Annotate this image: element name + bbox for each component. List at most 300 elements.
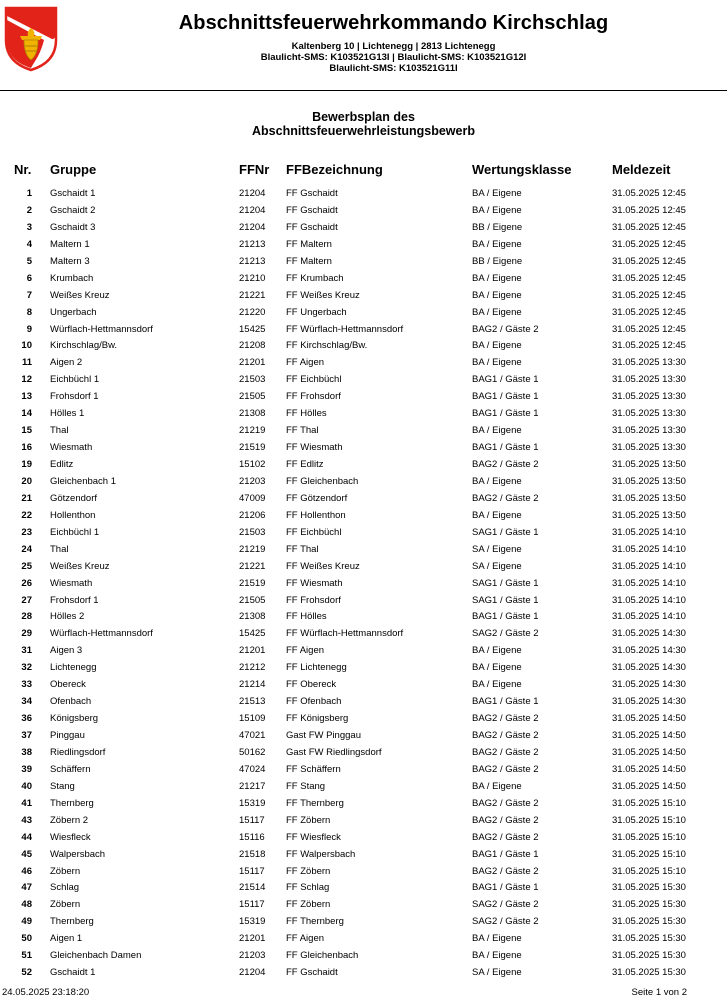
cell-ffnr: 21204 [239,188,266,199]
cell-wertungsklasse: BAG1 / Gäste 1 [472,611,539,623]
cell-nr: 15 [21,425,32,437]
cell-meldezeit: 31.05.2025 13:50 [612,509,686,521]
cell-meldezeit: 31.05.2025 14:10 [612,560,686,572]
cell-meldezeit: 31.05.2025 14:30 [612,679,686,691]
cell-nr: 25 [21,560,32,572]
cell-meldezeit: 31.05.2025 15:30 [612,950,686,962]
cell-nr: 24 [21,543,32,555]
cell-nr: 34 [21,696,32,708]
cell-nr: 44 [21,831,32,843]
cell-nr: 32 [21,662,32,674]
cell-wertungsklasse: BAG1 / Gäste 1 [472,391,539,403]
cell-wertungsklasse: BAG1 / Gäste 1 [472,442,539,454]
cell-ffbezeichnung: FF Zöbern [286,865,331,877]
cell-nr: 48 [21,899,32,911]
cell-wertungsklasse: BAG2 / Gäste 2 [472,814,539,826]
cell-ffnr: 21201 [239,645,266,657]
table-row [0,762,727,779]
table-row [0,491,727,508]
cell-nr: 27 [21,594,32,606]
table-row [0,626,727,643]
cell-ffbezeichnung: FF Gleichenbach [286,950,359,962]
table-row [0,796,727,813]
table-row [0,288,727,305]
cell-gruppe: Stang [50,780,75,792]
cell-meldezeit: 31.05.2025 12:45 [612,340,686,352]
cell-meldezeit: 31.05.2025 13:30 [612,391,686,403]
cell-wertungsklasse: BA / Eigene [472,306,522,318]
cell-wertungsklasse: BA / Eigene [472,204,522,216]
column-header-ffbezeichnung: FFBezeichnung [286,162,383,177]
cell-ffnr: 21206 [239,509,266,521]
cell-wertungsklasse: BA / Eigene [472,509,522,521]
cell-ffnr: 15425 [239,323,266,335]
cell-ffbezeichnung: FF Schlag [286,882,330,894]
column-header-meldezeit: Meldezeit [612,162,671,177]
cell-ffbezeichnung: FF Hölles [286,611,327,623]
table-row [0,237,727,254]
cell-ffnr: 15116 [239,831,265,843]
cell-gruppe: Würflach-Hettmannsdorf [50,628,153,640]
cell-ffnr: 21201 [239,357,266,369]
cell-ffnr: 21221 [239,289,266,301]
cell-meldezeit: 31.05.2025 14:30 [612,696,686,708]
organization-title: Abschnittsfeuerwehrkommando Kirchschlag [178,12,609,34]
table-row [0,864,727,881]
cell-gruppe: Wiesmath [50,577,93,589]
cell-wertungsklasse: BAG2 / Gäste 2 [472,713,539,725]
cell-nr: 2 [26,204,32,216]
organization-sms-line-2: Blaulicht-SMS: K103521G11I [329,63,458,74]
cell-nr: 31 [21,645,32,657]
cell-ffnr: 21213 [239,255,266,267]
document-title-line-2: Abschnittsfeuerwehrleistungsbewerb [252,124,475,138]
cell-nr: 4 [26,238,32,250]
schedule-table [0,186,727,982]
table-row [0,593,727,610]
cell-wertungsklasse: SAG2 / Gäste 2 [472,628,539,640]
cell-ffbezeichnung: FF Ofenbach [286,696,342,708]
column-header-wertungsklasse: Wertungsklasse [472,162,572,177]
cell-gruppe: Pinggau [50,730,85,741]
cell-nr: 39 [21,763,32,775]
cell-wertungsklasse: BB / Eigene [472,221,523,233]
table-row [0,186,727,203]
cell-ffnr: 21518 [239,848,266,860]
cell-gruppe: Gschaidt 3 [50,221,96,233]
cell-nr: 10 [21,340,32,352]
table-row [0,897,727,914]
cell-ffbezeichnung: FF Wiesmath [286,442,343,454]
cell-wertungsklasse: BA / Eigene [472,340,522,352]
cell-ffbezeichnung: FF Frohsdorf [286,594,341,606]
cell-gruppe: Thal [50,425,69,437]
cell-wertungsklasse: SAG1 / Gäste 1 [472,526,539,538]
cell-ffnr: 15319 [239,797,266,809]
cell-gruppe: Weißes Kreuz [50,289,110,301]
table-row [0,305,727,322]
cell-gruppe: Eichbüchl 1 [50,526,100,538]
cell-wertungsklasse: BA / Eigene [472,662,522,674]
cell-gruppe: Weißes Kreuz [50,560,110,572]
cell-ffbezeichnung: FF Zöbern [286,814,331,826]
cell-gruppe: Götzendorf [50,492,97,504]
cell-meldezeit: 31.05.2025 13:30 [612,374,686,386]
cell-ffbezeichnung: FF Krumbach [286,272,344,284]
cell-wertungsklasse: BAG2 / Gäste 2 [472,865,539,877]
footer-page-number: Seite 1 von 2 [631,987,687,998]
cell-meldezeit: 31.05.2025 13:50 [612,459,686,470]
cell-nr: 6 [26,272,32,284]
cell-ffnr: 15117 [239,899,265,911]
cell-nr: 22 [21,509,32,521]
cell-wertungsklasse: SAG1 / Gäste 1 [472,577,539,589]
table-row [0,728,727,745]
cell-ffnr: 21505 [239,391,266,403]
cell-ffnr: 21212 [239,662,266,674]
cell-ffbezeichnung: FF Gschaidt [286,188,338,199]
cell-ffnr: 15102 [239,459,266,470]
cell-meldezeit: 31.05.2025 14:50 [612,780,686,792]
cell-gruppe: Aigen 3 [50,645,83,657]
cell-wertungsklasse: BAG1 / Gäste 1 [472,408,539,420]
cell-nr: 50 [21,933,32,945]
cell-ffbezeichnung: FF Weißes Kreuz [286,289,360,301]
cell-gruppe: Thal [50,543,69,555]
cell-ffnr: 21203 [239,950,266,962]
cell-wertungsklasse: BA / Eigene [472,238,522,250]
cell-meldezeit: 31.05.2025 12:45 [612,255,686,267]
cell-ffnr: 47021 [239,730,266,741]
cell-meldezeit: 31.05.2025 12:45 [612,188,686,199]
cell-meldezeit: 31.05.2025 12:45 [612,306,686,318]
cell-gruppe: Lichtenegg [50,662,97,674]
cell-ffnr: 21503 [239,374,266,386]
cell-ffbezeichnung: FF Königsberg [286,713,349,725]
cell-nr: 28 [21,611,32,623]
table-row [0,355,727,372]
cell-wertungsklasse: BA / Eigene [472,188,522,199]
cell-ffbezeichnung: FF Hölles [286,408,327,420]
cell-nr: 5 [26,255,32,267]
table-row [0,779,727,796]
cell-wertungsklasse: BAG1 / Gäste 1 [472,848,539,860]
cell-gruppe: Gschaidt 2 [50,204,96,216]
cell-ffbezeichnung: FF Obereck [286,679,337,691]
cell-gruppe: Maltern 1 [50,238,90,250]
cell-nr: 45 [21,848,32,860]
cell-nr: 52 [21,967,32,979]
cell-nr: 20 [21,475,32,487]
table-row [0,508,727,525]
cell-gruppe: Zöbern [50,865,81,877]
cell-nr: 14 [21,408,32,420]
cell-wertungsklasse: SAG2 / Gäste 2 [472,916,539,928]
cell-meldezeit: 31.05.2025 14:30 [612,628,686,640]
table-row [0,643,727,660]
cell-gruppe: Riedlingsdorf [50,746,106,758]
cell-nr: 47 [21,882,32,894]
cell-nr: 16 [21,442,32,454]
cell-ffbezeichnung: FF Wiesmath [286,577,343,589]
table-row [0,559,727,576]
table-row [0,322,727,339]
table-row [0,576,727,593]
table-row [0,694,727,711]
cell-ffnr: 21219 [239,543,266,555]
table-row [0,609,727,626]
cell-wertungsklasse: SA / Eigene [472,560,522,572]
cell-nr: 11 [21,357,32,369]
cell-ffbezeichnung: FF Thal [286,425,319,437]
cell-gruppe: Maltern 3 [50,255,90,267]
cell-ffbezeichnung: FF Thernberg [286,916,344,928]
table-row [0,220,727,237]
table-row [0,880,727,897]
cell-wertungsklasse: BAG1 / Gäste 1 [472,374,539,386]
cell-gruppe: Hölles 2 [50,611,85,623]
cell-meldezeit: 31.05.2025 14:50 [612,746,686,758]
cell-ffnr: 15109 [239,713,266,725]
cell-wertungsklasse: BAG1 / Gäste 1 [472,882,539,894]
cell-nr: 33 [21,679,32,691]
cell-meldezeit: 31.05.2025 14:50 [612,713,686,725]
cell-gruppe: Gschaidt 1 [50,188,96,199]
cell-nr: 9 [26,323,32,335]
cell-gruppe: Schäffern [50,763,91,775]
cell-meldezeit: 31.05.2025 13:30 [612,408,686,420]
organization-address: Kaltenberg 10 | Lichtenegg | 2813 Lichtenegg [291,41,496,52]
cell-wertungsklasse: BA / Eigene [472,950,522,962]
cell-gruppe: Schlag [50,882,80,894]
cell-ffbezeichnung: FF Schäffern [286,763,341,775]
cell-gruppe: Thernberg [50,797,94,809]
cell-meldezeit: 31.05.2025 15:30 [612,933,686,945]
cell-ffnr: 47009 [239,492,266,504]
cell-gruppe: Gleichenbach 1 [50,475,117,487]
cell-meldezeit: 31.05.2025 14:10 [612,543,686,555]
cell-ffbezeichnung: FF Edlitz [286,459,324,470]
cell-gruppe: Würflach-Hettmannsdorf [50,323,153,335]
cell-ffbezeichnung: FF Stang [286,780,326,792]
cell-ffnr: 21204 [239,204,266,216]
table-row [0,457,727,474]
cell-gruppe: Eichbüchl 1 [50,374,100,386]
table-row [0,660,727,677]
cell-ffbezeichnung: Gast FW Pinggau [286,730,361,741]
cell-ffbezeichnung: FF Kirchschlag/Bw. [286,340,368,352]
table-row [0,406,727,423]
footer-timestamp: 24.05.2025 23:18:20 [2,987,90,998]
table-row [0,847,727,864]
cell-ffbezeichnung: FF Frohsdorf [286,391,341,403]
table-row [0,525,727,542]
cell-wertungsklasse: BA / Eigene [472,289,522,301]
cell-gruppe: Frohsdorf 1 [50,594,99,606]
cell-ffnr: 21513 [239,696,266,708]
cell-meldezeit: 31.05.2025 13:30 [612,425,686,437]
cell-wertungsklasse: BAG1 / Gäste 1 [472,696,539,708]
cell-gruppe: Krumbach [50,272,94,284]
table-row [0,813,727,830]
cell-meldezeit: 31.05.2025 12:45 [612,323,686,335]
cell-ffnr: 21519 [239,577,266,589]
cell-ffnr: 21201 [239,933,266,945]
cell-nr: 23 [21,526,32,538]
cell-ffnr: 21221 [239,560,266,572]
cell-nr: 37 [21,730,32,741]
cell-ffbezeichnung: FF Thernberg [286,797,344,809]
cell-wertungsklasse: BAG2 / Gäste 2 [472,763,539,775]
cell-wertungsklasse: BAG2 / Gäste 2 [472,730,539,741]
cell-ffbezeichnung: FF Götzendorf [286,492,348,504]
cell-ffnr: 47024 [239,763,266,775]
table-row [0,745,727,762]
cell-wertungsklasse: BA / Eigene [472,475,522,487]
table-row [0,372,727,389]
cell-ffnr: 15117 [239,814,265,826]
cell-gruppe: Aigen 1 [50,933,83,945]
table-row [0,474,727,491]
cell-nr: 3 [26,221,32,233]
cell-meldezeit: 31.05.2025 14:50 [612,730,686,741]
cell-nr: 13 [21,391,32,403]
table-row [0,338,727,355]
table-row [0,931,727,948]
cell-meldezeit: 31.05.2025 14:10 [612,594,686,606]
document-title [0,110,727,138]
cell-ffbezeichnung: FF Gschaidt [286,204,338,216]
cell-ffbezeichnung: FF Maltern [286,255,332,267]
table-row [0,711,727,728]
cell-nr: 40 [21,780,32,792]
cell-wertungsklasse: BAG2 / Gäste 2 [472,797,539,809]
cell-gruppe: Königsberg [50,713,99,725]
cell-ffbezeichnung: FF Aigen [286,357,325,369]
table-row [0,965,727,982]
cell-nr: 29 [21,628,32,640]
cell-meldezeit: 31.05.2025 15:10 [612,848,686,860]
cell-wertungsklasse: BA / Eigene [472,645,522,657]
cell-meldezeit: 31.05.2025 15:30 [612,882,686,894]
cell-nr: 43 [21,814,32,826]
column-header-gruppe: Gruppe [50,162,97,177]
cell-ffbezeichnung: FF Walpersbach [286,848,356,860]
cell-ffnr: 21217 [239,780,266,792]
cell-ffnr: 21519 [239,442,266,454]
cell-meldezeit: 31.05.2025 12:45 [612,221,686,233]
cell-ffbezeichnung: Gast FW Riedlingsdorf [286,746,382,758]
cell-meldezeit: 31.05.2025 15:30 [612,967,686,979]
cell-gruppe: Hollenthon [50,509,96,521]
cell-ffbezeichnung: FF Hollenthon [286,509,346,521]
cell-ffbezeichnung: FF Eichbüchl [286,374,342,386]
cell-wertungsklasse: BB / Eigene [472,255,523,267]
cell-wertungsklasse: BAG2 / Gäste 2 [472,459,539,470]
cell-ffnr: 21505 [239,594,266,606]
cell-ffbezeichnung: FF Würflach-Hettmannsdorf [286,323,404,335]
cell-ffnr: 50162 [239,746,266,758]
table-row [0,914,727,931]
cell-meldezeit: 31.05.2025 14:30 [612,645,686,657]
cell-ffnr: 15117 [239,865,265,877]
cell-gruppe: Aigen 2 [50,357,83,369]
cell-wertungsklasse: SAG2 / Gäste 2 [472,899,539,911]
table-row [0,254,727,271]
cell-meldezeit: 31.05.2025 13:50 [612,475,686,487]
cell-ffbezeichnung: FF Aigen [286,933,325,945]
cell-meldezeit: 31.05.2025 15:10 [612,831,686,843]
cell-ffbezeichnung: FF Lichtenegg [286,662,347,674]
cell-gruppe: Ofenbach [50,696,92,708]
cell-ffnr: 21214 [239,679,266,691]
cell-meldezeit: 31.05.2025 15:10 [612,797,686,809]
cell-nr: 46 [21,865,32,877]
cell-ffnr: 21308 [239,408,266,420]
cell-gruppe: Zöbern 2 [50,814,89,826]
cell-nr: 8 [26,306,32,318]
cell-gruppe: Gschaidt 1 [50,967,96,979]
cell-gruppe: Wiesmath [50,442,93,454]
cell-ffbezeichnung: FF Eichbüchl [286,526,342,538]
document-title-line-1: Bewerbsplan des [312,110,415,124]
cell-nr: 41 [21,797,32,809]
cell-ffbezeichnung: FF Maltern [286,238,332,250]
cell-ffbezeichnung: FF Gleichenbach [286,475,359,487]
cell-wertungsklasse: BA / Eigene [472,272,522,284]
cell-meldezeit: 31.05.2025 14:10 [612,526,686,538]
cell-nr: 19 [21,459,32,470]
cell-meldezeit: 31.05.2025 15:30 [612,916,686,928]
cell-ffnr: 21514 [239,882,266,894]
cell-wertungsklasse: SAG1 / Gäste 1 [472,594,539,606]
cell-gruppe: Gleichenbach Damen [50,950,142,962]
cell-meldezeit: 31.05.2025 15:30 [612,899,686,911]
cell-ffnr: 21308 [239,611,266,623]
cell-nr: 12 [21,374,32,386]
cell-ffnr: 21208 [239,340,266,352]
organization-sms-line-1: Blaulicht-SMS: K103521G13I | Blaulicht-SMS: K103521G12I [260,52,527,63]
cell-meldezeit: 31.05.2025 15:10 [612,814,686,826]
cell-gruppe: Frohsdorf 1 [50,391,99,403]
cell-nr: 1 [26,188,32,199]
table-row [0,440,727,457]
cell-meldezeit: 31.05.2025 14:10 [612,577,686,589]
cell-ffbezeichnung: FF Weißes Kreuz [286,560,360,572]
cell-wertungsklasse: BA / Eigene [472,780,522,792]
cell-meldezeit: 31.05.2025 14:30 [612,662,686,674]
cell-ffnr: 21213 [239,238,266,250]
cell-nr: 36 [21,713,32,725]
table-row [0,203,727,220]
cell-ffbezeichnung: FF Thal [286,543,319,555]
cell-wertungsklasse: BAG2 / Gäste 2 [472,831,539,843]
header-divider [0,90,727,91]
table-row [0,677,727,694]
cell-gruppe: Walpersbach [50,848,106,860]
cell-gruppe: Thernberg [50,916,94,928]
cell-gruppe: Hölles 1 [50,408,85,420]
table-row [0,423,727,440]
cell-meldezeit: 31.05.2025 12:45 [612,289,686,301]
cell-ffbezeichnung: FF Zöbern [286,899,331,911]
cell-wertungsklasse: BAG2 / Gäste 2 [472,323,539,335]
cell-meldezeit: 31.05.2025 14:50 [612,763,686,775]
cell-meldezeit: 31.05.2025 12:45 [612,272,686,284]
cell-nr: 26 [21,577,32,589]
cell-gruppe: Wiesfleck [50,831,91,843]
cell-meldezeit: 31.05.2025 15:10 [612,865,686,877]
